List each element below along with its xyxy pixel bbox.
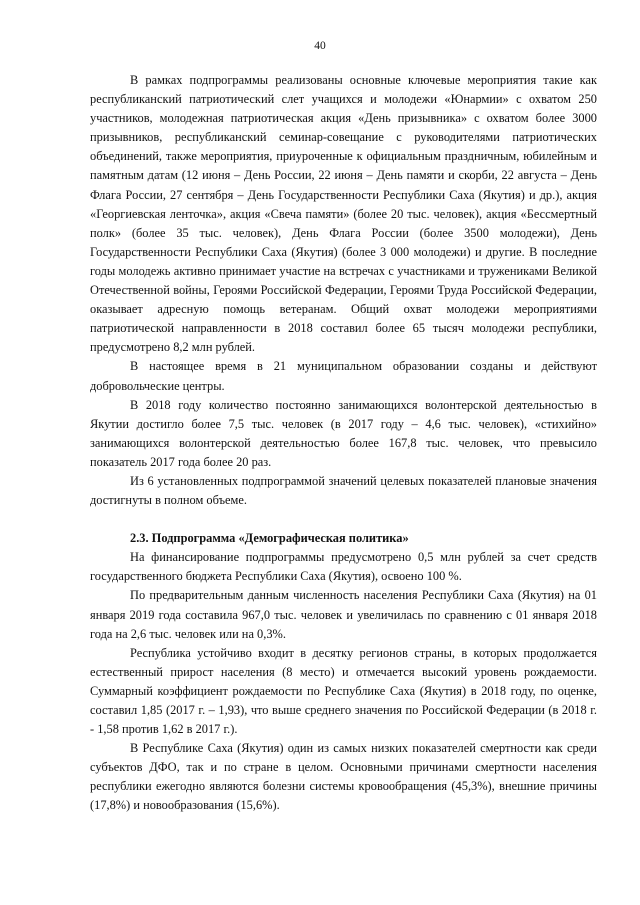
page-number: 40 bbox=[314, 40, 326, 52]
document-body bbox=[90, 71, 597, 816]
paragraph-volunteer-count: В 2018 году количество постоянно занимающихся волонтерской деятельностью в Якутии достигло более 7,5 тыс. человек (в 2017 году – 4,6 тыс. человек), «стихийно» занимающихся волонтерской деятельностью более 167,8 тыс. человек, что превысило показатель 2017 года более 20 раз. bbox=[90, 397, 597, 469]
paragraph-targets-achieved: Из 6 установленных подпрограммой значений целевых показателей плановые значения достигнуты в полном объеме. bbox=[90, 473, 597, 508]
paragraph-birth-rate: Республика устойчиво входит в десятку регионов страны, в которых продолжается естественный прирост населения (8 место) и отмечается высокий уровень рождаемости. Суммарный коэффициент рождаемости по Республике Саха (Якутия) в 2018 году, по оценке, составил 1,85 (2017 г. – 1,93), что выше среднего значения по Российской Федерации (в 2018 г. - 1,58 против 1,62 в 2017 г.). bbox=[90, 645, 597, 737]
section-spacer bbox=[90, 510, 597, 529]
paragraph-financing: На финансирование подпрограммы предусмотрено 0,5 млн рублей за счет средств государственного бюджета Республики Саха (Якутия), освоено 100 %. bbox=[90, 550, 597, 584]
paragraph-patriotic-events: В рамках подпрограммы реализованы основные ключевые мероприятия такие как республиканский патриотический слет учащихся и молодежи «Юнармии» с охватом 250 участников, молодежная патриотическая акция «День призывника» с охватом более 3000 призывников, республиканский семинар-совещание с руководителями патриотических объединений, также мероприятия, приуроченные к официальным праздничным, юбилейным и памятным датам (12 июня – День России, 22 июня – День памяти и скорби, 22 августа – День Флага России, 27 сентября – День Государственности Республики Саха (Якутия) и др.), акция «Георгиевская ленточка», акция «Свеча памяти» (более 20 тыс. человек), акция «Бессмертный полк» (более 35 тыс. человек), День Флага России (более 3500 молодежи), День Государственности Республики Саха (Якутия) (более 3 000 молодежи) и другие. В последние годы молодежь активно принимает участие на встречах с участниками и тружениками Великой Отечественной войны, Героями Российской Федерации, Героями Труда Российской Федерации, оказывает адресную помощь ветеранам. Общий охват молодежи мероприятиями патриотической направленности в 2018 составил более 65 тысяч молодежи республики, предусмотрено 8,2 млн рублей. bbox=[90, 73, 597, 355]
section-heading: 2.3. Подпрограмма «Демографическая политика» bbox=[130, 531, 409, 546]
paragraph-population: По предварительным данным численность населения Республики Саха (Якутия) на 01 января 2019 года составила 967,0 тыс. человек и увеличилась по сравнению с 01 января 2018 года на 2,6 тыс. человек или на 0,3%. bbox=[90, 588, 597, 641]
paragraph-mortality: В Республике Саха (Якутия) один из самых низких показателей смертности как среди субъектов ДФО, так и по стране в целом. Основными причинами смертности населения республики ежегодно являются болезни системы кровообращения (45,3%), внешние причины (17,8%) и новообразования (15,6%). bbox=[90, 741, 597, 813]
paragraph-volunteer-centers: В настоящее время в 21 муниципальном образовании созданы и действуют добровольческие центры. bbox=[90, 359, 597, 393]
